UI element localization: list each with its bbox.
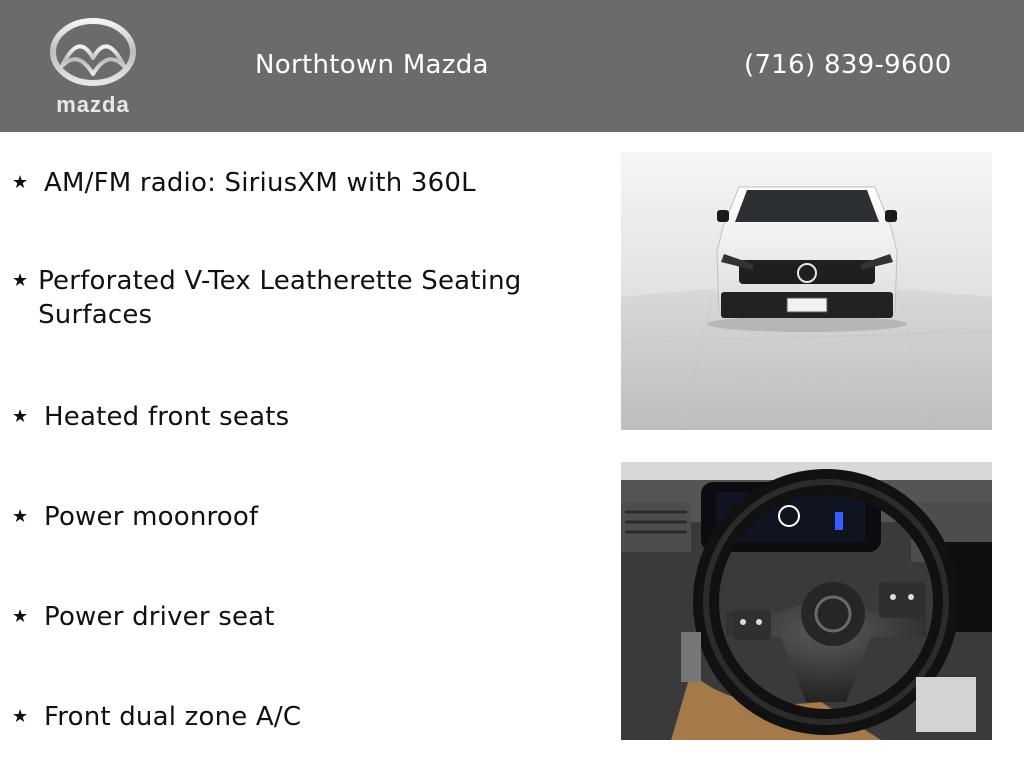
star-icon: ★ <box>12 172 29 193</box>
feature-item <box>12 500 572 534</box>
feature-item <box>12 700 572 734</box>
feature-item <box>12 400 572 434</box>
svg-text:mazda: mazda <box>56 92 130 116</box>
dealer-phone[interactable]: (716) 839-9600 <box>744 50 952 80</box>
feature-label: Perforated V-Tex Leatherette Seating Surfaces <box>38 266 522 330</box>
star-icon: ★ <box>12 706 29 727</box>
star-icon: ★ <box>12 406 29 427</box>
feature-label: Front dual zone A/C <box>44 702 302 732</box>
dealer-name: Northtown Mazda <box>255 50 489 80</box>
feature-label: Power moonroof <box>44 502 259 532</box>
star-icon: ★ <box>12 506 29 527</box>
feature-item <box>12 166 572 200</box>
dealer-header <box>0 0 1024 132</box>
star-icon: ★ <box>12 606 29 627</box>
vehicle-front-photo <box>621 152 992 430</box>
feature-label: Heated front seats <box>44 402 290 432</box>
mazda-logo <box>40 16 150 116</box>
steering-wheel-photo <box>621 462 992 740</box>
feature-label: AM/FM radio: SiriusXM with 360L <box>44 168 476 198</box>
star-icon: ★ <box>12 270 29 291</box>
feature-item <box>12 264 532 332</box>
feature-label: Power driver seat <box>44 602 275 632</box>
feature-list <box>0 132 600 768</box>
feature-item <box>12 600 572 634</box>
